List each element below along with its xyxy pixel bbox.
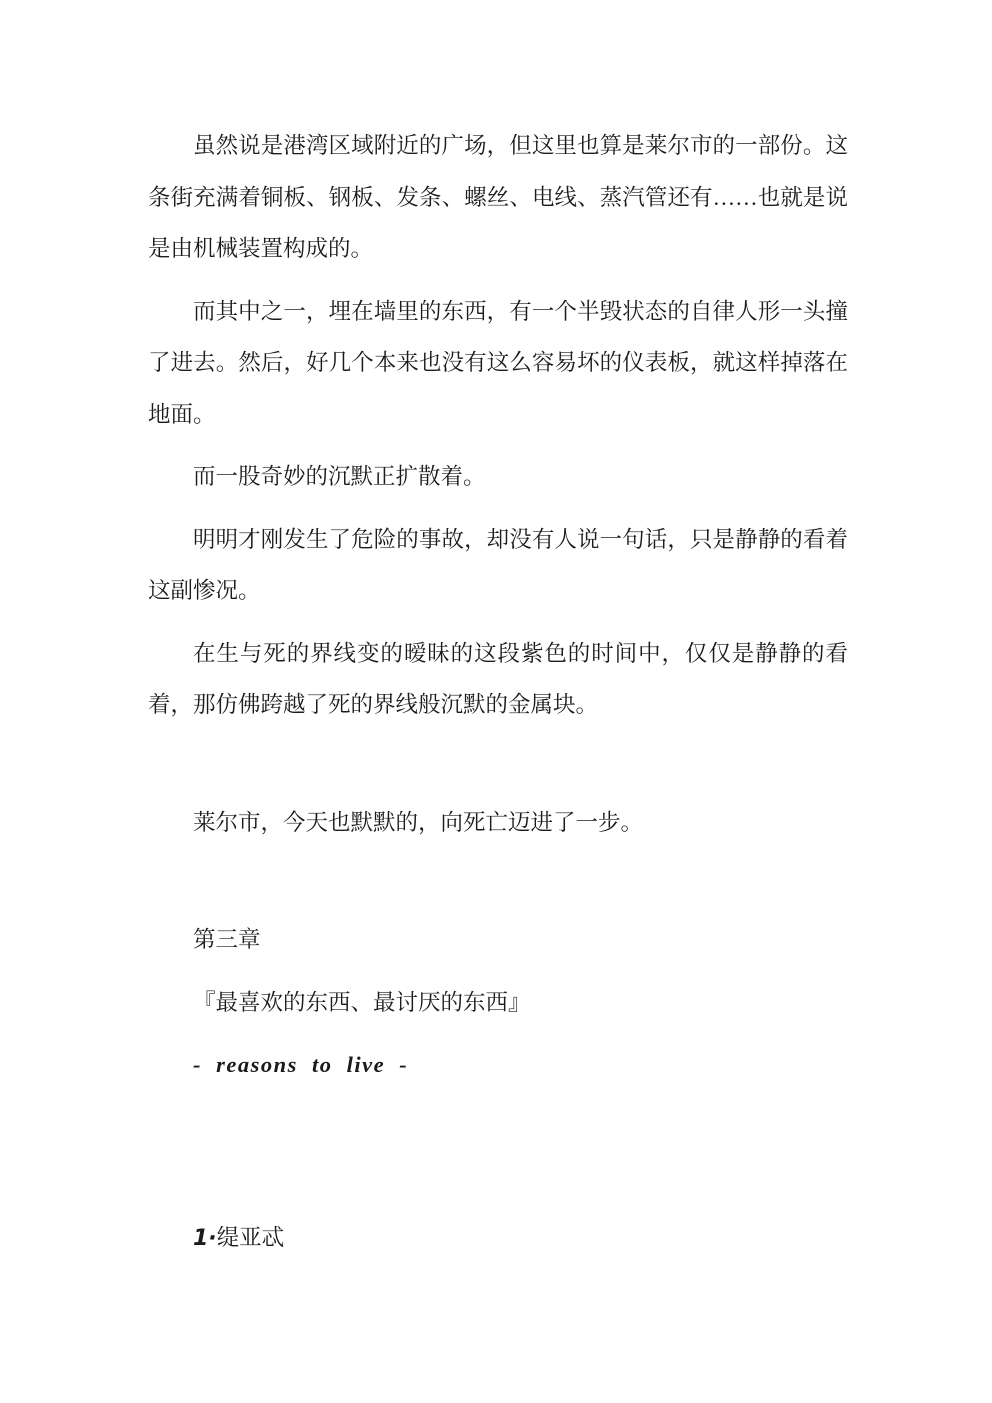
body-paragraph: 莱尔市，今天也默默的，向死亡迈进了一步。 [193,809,644,835]
body-paragraph: 明明才刚发生了危险的事故，却没有人说一句话，只是静静的看着这副惨况。 [148,526,848,603]
body-paragraph: 虽然说是港湾区域附近的广场，但这里也算是莱尔市的一部份。这条街充满着铜板、钢板、发条、螺丝、电线、蒸汽管还有……也就是说是由机械装置构成的。 [148,133,848,261]
blank-line [148,859,848,903]
chapter-title: 『最喜欢的东西、最讨厌的东西』 [193,989,531,1015]
chapter-subtitle: - reasons to live - [193,1052,409,1077]
section-title: 缇亚忒 [216,1224,285,1250]
section-heading [148,1212,848,1265]
blank-line [148,1157,848,1201]
body-paragraph: 而一股奇妙的沉默正扩散着。 [193,464,486,489]
section-number: 1· [193,1225,217,1251]
blank-line [148,742,848,786]
body-paragraph: 在生与死的界线变的暧昧的这段紫色的时间中，仅仅是静静的看着，那仿佛跨越了死的界线般沉默的金属块。 [148,640,848,717]
body-paragraph: 而其中之一，埋在墙里的东西，有一个半毁状态的自律人形一头撞了进去。然后，好几个本来也没有这么容易坏的仪表板，就这样掉落在地面。 [148,298,848,427]
blank-line [148,1102,848,1146]
chapter-number: 第三章 [193,927,261,952]
